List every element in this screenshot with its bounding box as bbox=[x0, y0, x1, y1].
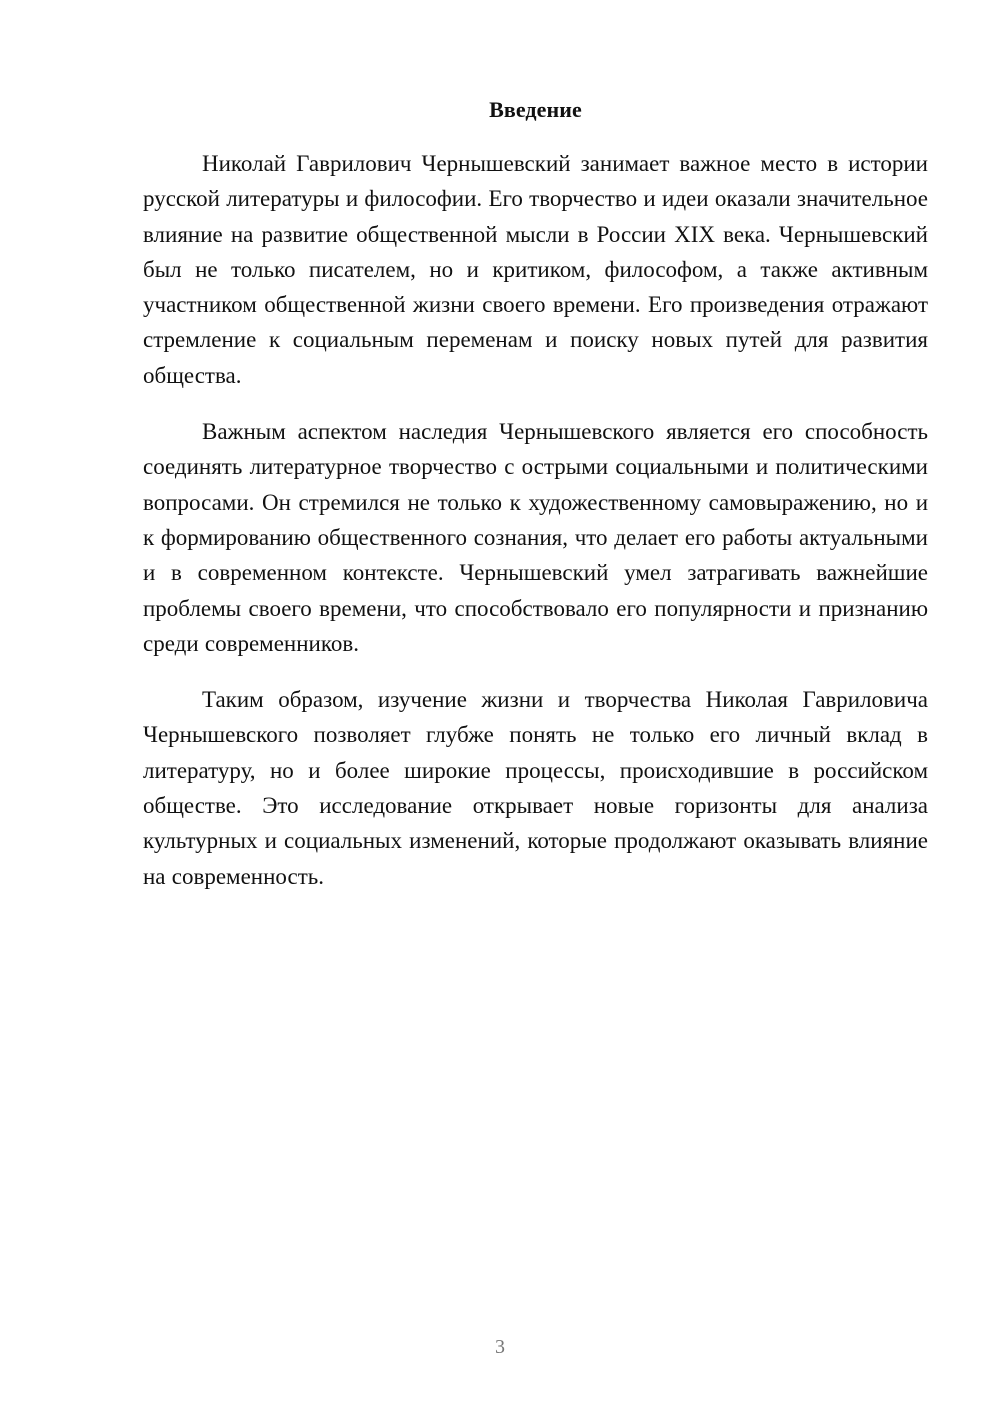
page-title: Введение bbox=[489, 97, 582, 122]
paragraph-introduction-3: Таким образом, изучение жизни и творчества Николая Гавриловича Чернышевского позволяет глубже понять не только его личный вклад в литературу, но и более широкие процессы, происходившие в российском обществе. Это исследование открывает новые горизонты для анализа культурных и социальных изменений, которые продолжают оказывать влияние на современность. bbox=[143, 687, 928, 889]
paragraph-introduction-1: Николай Гаврилович Чернышевский занимает важное место в истории русской литературы и философии. Его творчество и идеи оказали значительное влияние на развитие общественной мысли в России XIX века. Чернышевский был не только писателем, но и критиком, философом, а также активным участником общественной жизни своего времени. Его произведения отражают стремление к социальным переменам и поиску новых путей для развития общества. bbox=[143, 151, 928, 388]
page-number: 3 bbox=[495, 1336, 505, 1358]
paragraph-introduction-2: Важным аспектом наследия Чернышевского является его способность соединять литературное творчество с острыми социальными и политическими вопросами. Он стремился не только к художественному самовыражению, но и к формированию общественного сознания, что делает его работы актуальными и в современном контексте. Чернышевский умел затрагивать важнейшие проблемы своего времени, что способствовало его популярности и признанию среди современников. bbox=[143, 419, 928, 656]
document-body bbox=[143, 98, 928, 915]
